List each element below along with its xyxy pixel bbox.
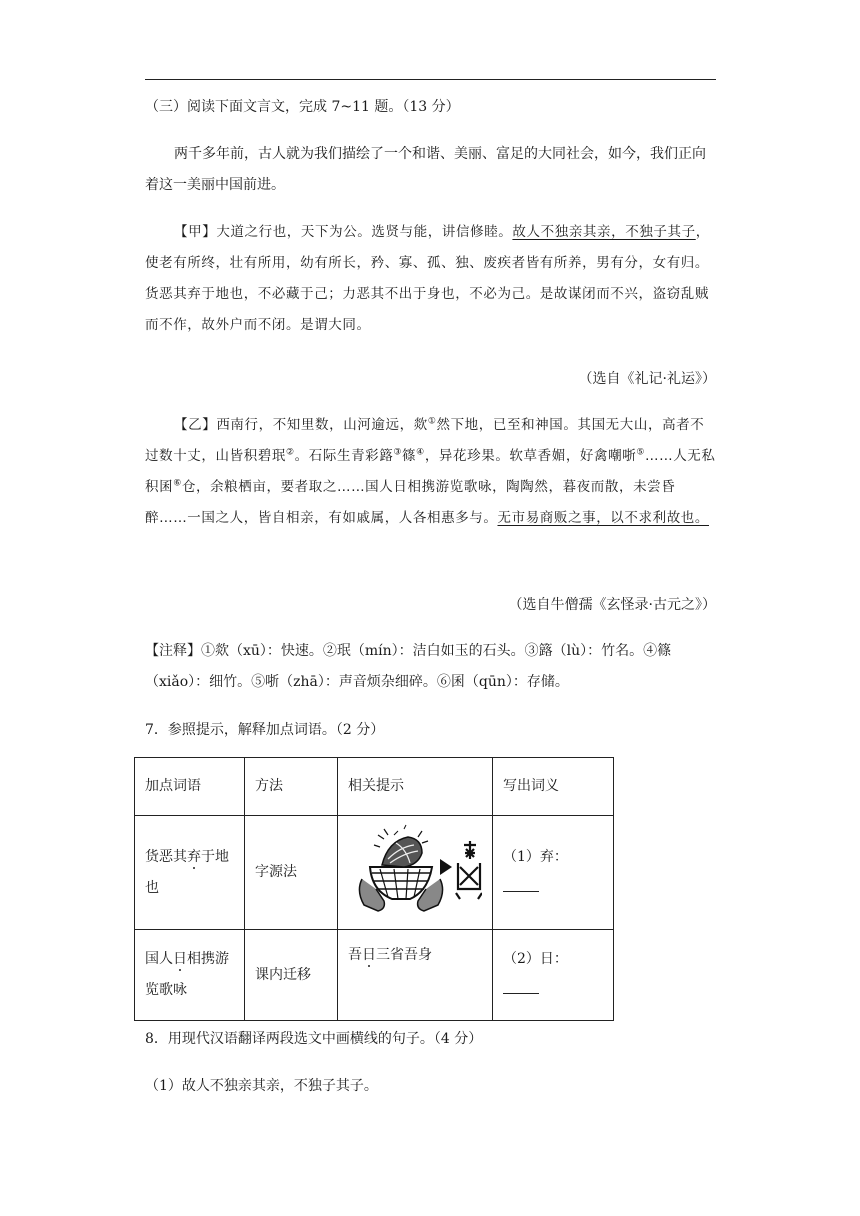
passage-yi: 【乙】西南行，不知里数，山河逾远，欻①然下地，已至和神国。其国无大山，高者不过数十丈，山皆积碧珉②。石际生青彩簬③篠④，异花珍果。软草香媚，好禽嘲哳⑤……人无私积囷⑥仓，余粮栖亩，要者取之……国人日相携游览歌咏，陶陶然，暮夜而散，未尝昏醉……一国之人，皆自相亲，有如戚属，人各相惠多与。无市易商贩之事，以不求利故也。 xyxy=(145,416,716,526)
dotted-phrase-cell: 货恶其弃于地也 xyxy=(135,816,245,930)
table-header-cell: 加点词语 xyxy=(135,758,245,816)
hint-cell: 吾日三省吾身 xyxy=(338,930,493,1021)
passage-jia-label: 【甲】 xyxy=(174,224,217,240)
section-heading: （三）阅读下面文言文，完成 7~11 题。（13 分） xyxy=(145,99,460,115)
table-header-cell: 写出词义 xyxy=(493,758,614,816)
etymology-hint-cell xyxy=(338,816,493,930)
note-ref: ⑥ xyxy=(173,478,182,489)
note-ref: ④ xyxy=(416,447,425,458)
question-8-item-1: （1）故人不独亲其亲，不独子其子。 xyxy=(145,1078,378,1094)
answer-cell: （1）弃： xyxy=(493,816,614,930)
table-row xyxy=(135,816,614,930)
dotted-character: 弃 xyxy=(187,848,201,865)
table-header-cell: 方法 xyxy=(245,758,338,816)
top-rule xyxy=(145,79,716,80)
table-header-cell: 相关提示 xyxy=(338,758,493,816)
note-ref: ② xyxy=(286,447,295,458)
question-7-table xyxy=(134,757,614,1021)
source-jia: （选自《礼记·礼运》） xyxy=(578,371,716,387)
table-header-row xyxy=(135,758,614,816)
note-ref: ③ xyxy=(393,447,403,458)
question-7-title: 7．参照提示，解释加点词语。（2 分） xyxy=(145,722,385,738)
dotted-character: 日 xyxy=(173,951,187,967)
source-yi: （选自牛僧孺《玄怪录·古元之》） xyxy=(508,597,716,613)
dotted-phrase-cell: 国人日相携游览歌咏 xyxy=(135,930,245,1021)
underlined-sentence-jia: 故人不独亲其亲，不独子其子 xyxy=(512,224,696,240)
method-cell: 课内迁移 xyxy=(245,930,338,1021)
answer-cell: （2）日： xyxy=(493,930,614,1021)
etymology-illustration xyxy=(348,819,482,915)
notes: 【注释】①欻（xū）：快速。②珉（mín）：洁白如玉的石头。③簬（lù）：竹名。④篠（xiǎo）：细竹。⑤哳（zhā）：声音烦杂细碎。⑥囷（qūn）：存储。 xyxy=(145,643,672,690)
hands-holding-basket-image xyxy=(359,825,442,911)
question-8-title: 8．用现代汉语翻译两段选文中画横线的句子。（4 分） xyxy=(145,1031,483,1047)
note-ref: ⑤ xyxy=(636,447,645,458)
passage-jia: 【甲】大道之行也，天下为公。选贤与能，讲信修睦。故人不独亲其亲，不独子其子，使老有所终，壮有所用，幼有所长，矜、寡、孤、独、废疾者皆有所养，男有分，女有归。货恶其弃于地也，不必藏于己；力恶其不出于身也，不必为己。是故谋闭而不兴，盗窃乱贼而不作，故外户而不闭。是谓大同。 xyxy=(145,224,710,333)
oracle-bone-character xyxy=(456,841,482,899)
intro-paragraph: 两千多年前，古人就为我们描绘了一个和谐、美丽、富足的大同社会，如今，我们正向着这一美丽中国前进。 xyxy=(145,146,706,193)
method-cell: 字源法 xyxy=(245,816,338,930)
passage-yi-label: 【乙】 xyxy=(174,417,217,433)
answer-blank[interactable] xyxy=(503,879,539,892)
note-ref: ① xyxy=(427,416,437,427)
answer-blank[interactable] xyxy=(503,981,539,994)
underlined-sentence-yi: 无市易商贩之事，以不求利故也。 xyxy=(497,510,709,526)
table-row xyxy=(135,930,614,1021)
dotted-character: 日 xyxy=(362,947,376,963)
arrow-icon xyxy=(440,859,452,875)
